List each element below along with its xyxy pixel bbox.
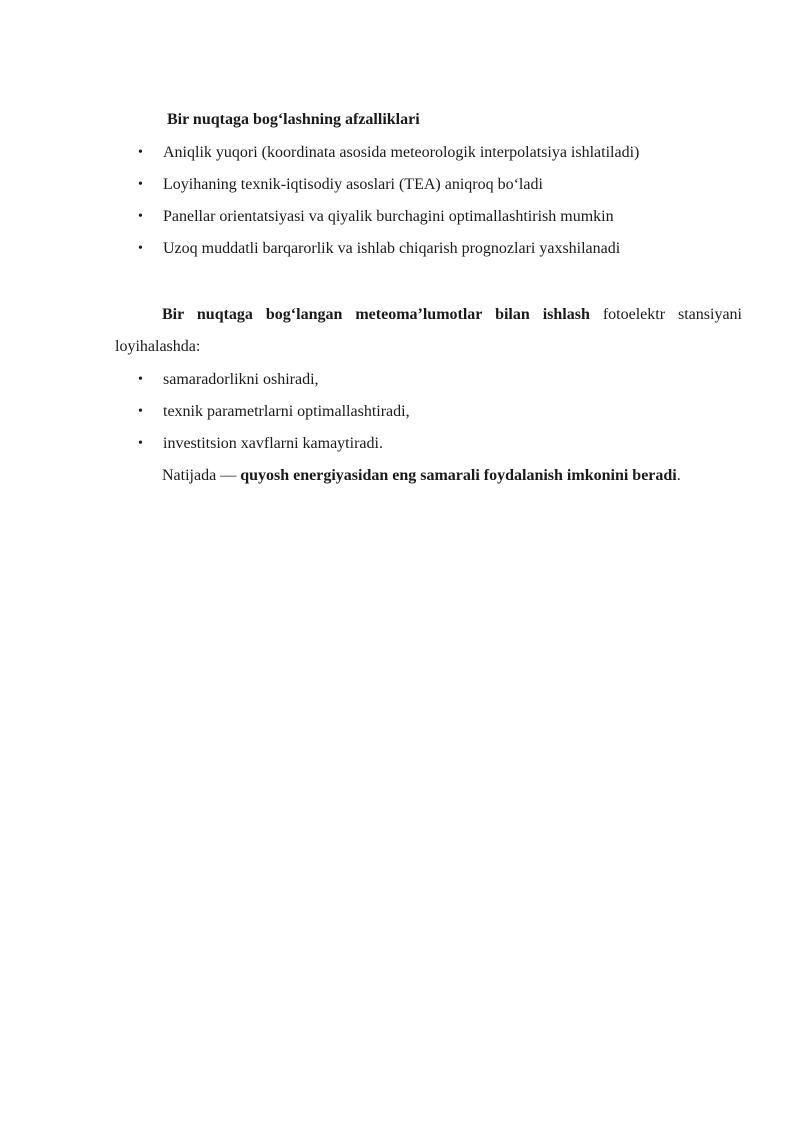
conclusion-lead: Natijada — (162, 467, 241, 484)
list-item (0, 233, 639, 265)
list-item-text: texnik parametrlarni optimallashtiradi, (163, 403, 410, 420)
list-item (0, 396, 410, 428)
benefits-list (0, 364, 410, 460)
conclusion-bold-text: quyosh energiyasidan eng samarali foydalanish imkonini beradi (240, 467, 677, 484)
list-item-text: Uzoq muddatli barqarorlik va ishlab chiqarish prognozlari yaxshilanadi (163, 240, 621, 257)
list-item-text: Panellar orientatsiyasi va qiyalik burchagini optimallashtirish mumkin (163, 208, 614, 225)
bullet-icon: • (138, 436, 143, 451)
paragraph-bold-text: Bir nuqtaga bog‘langan meteoma’lumotlar bilan ishlash (162, 306, 590, 323)
list-item (0, 169, 639, 201)
bullet-icon: • (138, 177, 143, 192)
bullet-icon: • (138, 404, 143, 419)
conclusion-end: . (676, 467, 681, 484)
section-heading: Bir nuqtaga bog‘lashning afzalliklari (167, 111, 420, 128)
list-item-text: Loyihaning texnik-iqtisodiy asoslari (TEA) aniqroq bo‘ladi (163, 176, 543, 193)
list-item-text: Aniqlik yuqori (koordinata asosida meteorologik interpolatsiya ishlatiladi) (163, 144, 640, 161)
intro-paragraph (115, 299, 742, 363)
bullet-icon: • (138, 241, 143, 256)
advantages-list (0, 137, 639, 265)
bullet-icon: • (138, 372, 143, 387)
bullet-icon: • (138, 209, 143, 224)
list-item-text: investitsion xavflarni kamaytiradi. (163, 435, 383, 452)
list-item (0, 364, 410, 396)
list-item (0, 137, 639, 169)
list-item (0, 201, 639, 233)
list-item (0, 428, 410, 460)
conclusion-paragraph (115, 460, 742, 492)
paragraph-text: fotoelektr stansiyani loyihalashda: (115, 306, 742, 355)
list-item-text: samaradorlikni oshiradi, (163, 371, 319, 388)
bullet-icon: • (138, 145, 143, 160)
